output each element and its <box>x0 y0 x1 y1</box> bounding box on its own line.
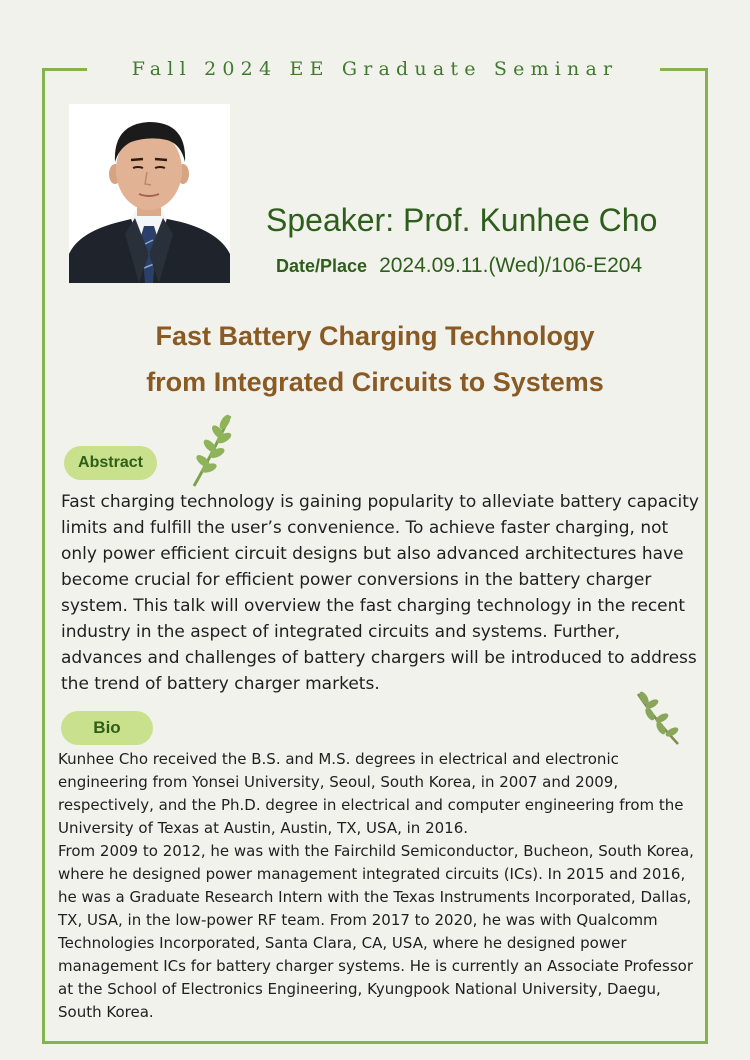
speaker-photo <box>69 104 230 283</box>
talk-title-line-1: Fast Battery Charging Technology <box>155 321 595 351</box>
talk-title-line-2: from Integrated Circuits to Systems <box>146 367 604 397</box>
speaker-name: Speaker: Prof. Kunhee Cho <box>266 202 658 238</box>
bio-paragraph-2: From 2009 to 2012, he was with the Fairchild Semiconductor, Bucheon, South Korea, where he designed power management integrated circuits (ICs). In 2015 and 2016, he was a Graduate Research Intern with the Texas Instruments Incorporated, Dallas, TX, USA, in the low-power RF team. From 2017 to 2020, he was with Qualcomm Technologies Incorporated, Santa Clara, CA, USA, where he designed power management ICs for battery charger systems. He is currently an Associate Professor at the School of Electronics Engineering, Kyungpook National University, Daegu, South Korea. <box>58 842 694 1021</box>
talk-title <box>0 313 750 405</box>
date-place <box>276 254 642 278</box>
leaf-sprig-icon <box>188 410 238 490</box>
bio-paragraph-1: Kunhee Cho received the B.S. and M.S. degrees in electrical and electronic engineering from Yonsei University, Seoul, South Korea, in 2007 and 2009, respectively, and the Ph.D. degree in electrical and computer engineering from the University of Texas at Austin, Austin, TX, USA, in 2016. <box>58 750 684 837</box>
abstract-label: Abstract <box>64 446 157 480</box>
leaf-sprig-icon <box>634 690 684 750</box>
date-place-label: Date/Place <box>276 256 368 276</box>
date-place-value: 2024.09.11.(Wed)/106-E204 <box>379 254 643 277</box>
frame-bottom <box>42 1041 708 1044</box>
frame-left <box>42 68 45 1044</box>
bio-text <box>58 748 708 1024</box>
abstract-text: Fast charging technology is gaining popularity to alleviate battery capacity limits and fulfill the user’s convenience. To achieve faster charging, not only power efficient circuit designs but also advanced architectures have become crucial for efficient power conversions in the battery charger system. This talk will overview the fast charging technology in the recent industry in the aspect of integrated circuits and systems. Further, advances and challenges of battery chargers will be introduced to address the trend of battery charger markets. <box>61 492 699 694</box>
seminar-title: Fall 2024 EE Graduate Seminar <box>131 58 619 80</box>
bio-label: Bio <box>61 711 153 745</box>
portrait-illustration <box>69 104 230 283</box>
